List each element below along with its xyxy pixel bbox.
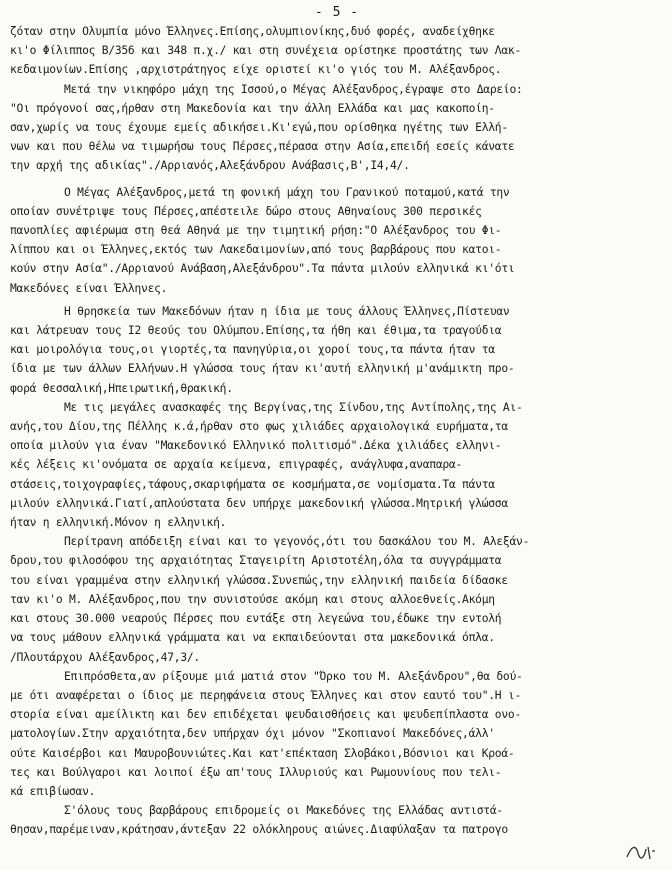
text-line: ήταν η ελληνική.Μόνον η ελληνική. xyxy=(10,516,227,530)
page-number: - 5 - xyxy=(314,5,360,20)
paragraph xyxy=(10,22,664,80)
paragraph xyxy=(10,80,664,176)
paragraph xyxy=(10,183,664,298)
text-line: ίδια με των άλλων Ελλήνων.Η γλώσσα τους ήταν κι'αυτή ελληνική μ'ανάμικτη προ- xyxy=(10,362,515,376)
text-line: και μοιρολόγια τους,οι γιορτές,τα πανηγύρια,οι χοροί τους,τα πάντα ήταν τα xyxy=(10,343,495,357)
text-line: Μετά την νικηφόρο μάχη της Ισσού,ο Μέγας Αλέξανδρος,έγραψε στο Δαρείο: xyxy=(64,82,523,96)
text-line: οποίαν συνέτριψε τους Πέρσες,απέστειλε δώρο στους Αθηναίους 300 περσικές xyxy=(10,204,482,218)
text-line: σαν,χωρίς να τους έχουμε εμείς αδικήσει.Κι'εγώ,που ορίσθηκα ηγέτης των Ελλή- xyxy=(10,121,508,135)
text-line: Μακεδόνες είναι Έλληνες. xyxy=(10,281,168,295)
text-line: του είναι γραμμένα στην ελληνική γλώσσα.Συνεπώς,την ελληνική παιδεία δίδασκε xyxy=(10,573,508,587)
text-line: "Οι πρόγονοί σας,ήρθαν στη Μακεδονία και την άλλη Ελλάδα και μας κακοποίη- xyxy=(10,101,495,115)
text-line: κεδαιμονίων.Επίσης ,αρχιστράτηγος είχε οριστεί κι'ο γιός του Μ. Αλέξανδρος. xyxy=(10,63,502,77)
text-line: στορία είναι αμείλικτη και δεν επιδέχεται ψευδαισθήσεις και ψευδεπίπλαστα ονο- xyxy=(10,708,522,722)
paragraph xyxy=(10,667,664,801)
text-line: Περίτρανη απόδειξη είναι και το γεγονός,ότι του δασκάλου του Μ. Αλεξάν- xyxy=(64,535,530,549)
text-line: και λάτρευαν τους Ι2 θεούς του Ολύμπου.Επίσης,τα ήθη και έθιμα,τα τραγούδια xyxy=(10,324,502,338)
text-line: ματολογίων.Στην αρχαιότητα,δεν υπήρχαν όχι μόνον "Σκοπιανοί Μακεδόνες,άλλ' xyxy=(10,727,495,741)
text-line: με ότι αναφέρεται ο ίδιος με περηφάνεια στους Έλληνες και στον εαυτό του".Η ι- xyxy=(10,688,522,702)
text-line: /Πλουτάρχου Αλέξανδρος,47,3/. xyxy=(10,650,200,664)
text-line: στάσεις,τοιχογραφίες,τάφους,σκαριφήματα σε κοσμήματα,σε νομίσματα.Τα πάντα xyxy=(10,477,495,491)
text-line: ταν κι'ο Μ. Αλέξανδρος,που την συνιστούσε ακόμη και στους αλλοεθνείς.Ακόμη xyxy=(10,592,495,606)
text-line: και στους 30.000 νεαρούς Πέρσες που εντάξε στη λεγεώνα του,έδωκε την εντολή xyxy=(10,612,502,626)
text-line: οποία μιλούν για έναν "Μακεδονικό Ελληνικό πολιτισμό".Δέκα χιλιάδες ελληνι- xyxy=(10,439,502,453)
text-line: ζόταν στην Ολυμπία μόνο Έλληνες.Επίσης,ολυμπιονίκης,δυό φορές, αναδείχθηκε xyxy=(10,25,495,38)
text-line: Επιπρόσθετα,αν ρίξουμε μιά ματιά στον "Όρκο του Μ. Αλεξάνδρου",θα δού- xyxy=(64,669,523,683)
text-line: τες και Βούλγαροι και λοιποί έξω απ'τους Ιλλυριούς και Ρωμουνίους που τελι- xyxy=(10,765,502,779)
paragraph xyxy=(10,801,664,839)
text-line: Σ'όλους τους βαρβάρους επιδρομείς οι Μακεδόνες της Ελλάδας αντιστά- xyxy=(64,804,503,818)
text-line: πανοπλίες αφιέρωμα στη θεά Αθηνά με την τιμητική ρήση:"Ο Αλέξανδρος του Φι- xyxy=(10,224,502,238)
paragraph xyxy=(10,398,664,532)
text-line: κές λέξεις κι'ονόματα σε αρχαία κείμενα, επιγραφές, ανάγλυφα,αναπαρα- xyxy=(10,458,463,472)
text-line: ούτε Καισέρβοι και Μαυροβουνιώτες.Και κατ'επέκταση Σλοβάκοι,Βόσνιοι και Κροά- xyxy=(10,746,515,760)
text-line: να τους μάθουν ελληνικά γράμματα και να εκπαιδεύονται στα μακεδονικά όπλα. xyxy=(10,631,495,645)
handwritten-signature xyxy=(624,841,658,867)
text-line: μιλούν ελληνικά.Γιατί,απλούστατα δεν υπήρχε μακεδονική γλώσσα.Μητρική γλώσσα xyxy=(10,496,508,510)
text-line: Η θρησκεία των Μακεδόνων ήταν η ίδια με τους άλλους Έλληνες,Πίστευαν xyxy=(64,304,510,318)
text-line: ανής,του Δίου,της Πέλλης κ.ά,ήρθαν στο φως χιλιάδες αρχαιολογικά ευρήματα,τα xyxy=(10,420,508,434)
paragraph xyxy=(10,532,664,666)
paragraph xyxy=(10,302,664,398)
text-line: κούν στην Ασία"./Αρριανού Ανάβαση,Αλεξάνδρου".Τα πάντα μιλούν ελληνικά κι'ότι xyxy=(10,262,515,276)
text-line: την αρχή της αδικίας"./Αρριανός,Αλεξάνδρου Ανάβασις,Β',Ι4,4/. xyxy=(10,159,410,173)
text-line: κά επιβίωσαν. xyxy=(10,784,96,798)
text-line: κι'ο Φίλιππος Β/356 και 348 π.χ./ και στη συνέχεια ορίστηκε προστάτης των Λακ- xyxy=(10,44,522,58)
text-line: φορά θεσσαλική,Ηπειρωτική,θρακική. xyxy=(10,381,233,395)
text-line: δρου,του φιλοσόφου της αρχαιότητας Σταγειρίτη Αριστοτέλη,όλα τα συγγράμματα xyxy=(10,554,502,568)
text-line: θησαν,παρέμειναν,κράτησαν,άντεξαν 22 ολόκληρους αιώνες.Διαφύλαξαν τα πατρογο xyxy=(10,823,508,837)
text-line: Ο Μέγας Αλέξανδρος,μετά τη φονική μάχη του Γρανικού ποταμού,κατά την xyxy=(64,185,510,199)
text-line: νων και που θέλω να τιμωρήσω τους Πέρσες,πέρασα στην Ασία,επειδή εσείς κάνατε xyxy=(10,140,515,154)
text-line: λίππου και οι Έλληνες,εκτός των Λακεδαιμονίων,από τους βαρβάρους που κατοι- xyxy=(10,243,502,257)
text-line: Με τις μεγάλες ανασκαφές της Βεργίνας,της Σίνδου,της Αντίπολης,της Αι- xyxy=(64,400,523,414)
